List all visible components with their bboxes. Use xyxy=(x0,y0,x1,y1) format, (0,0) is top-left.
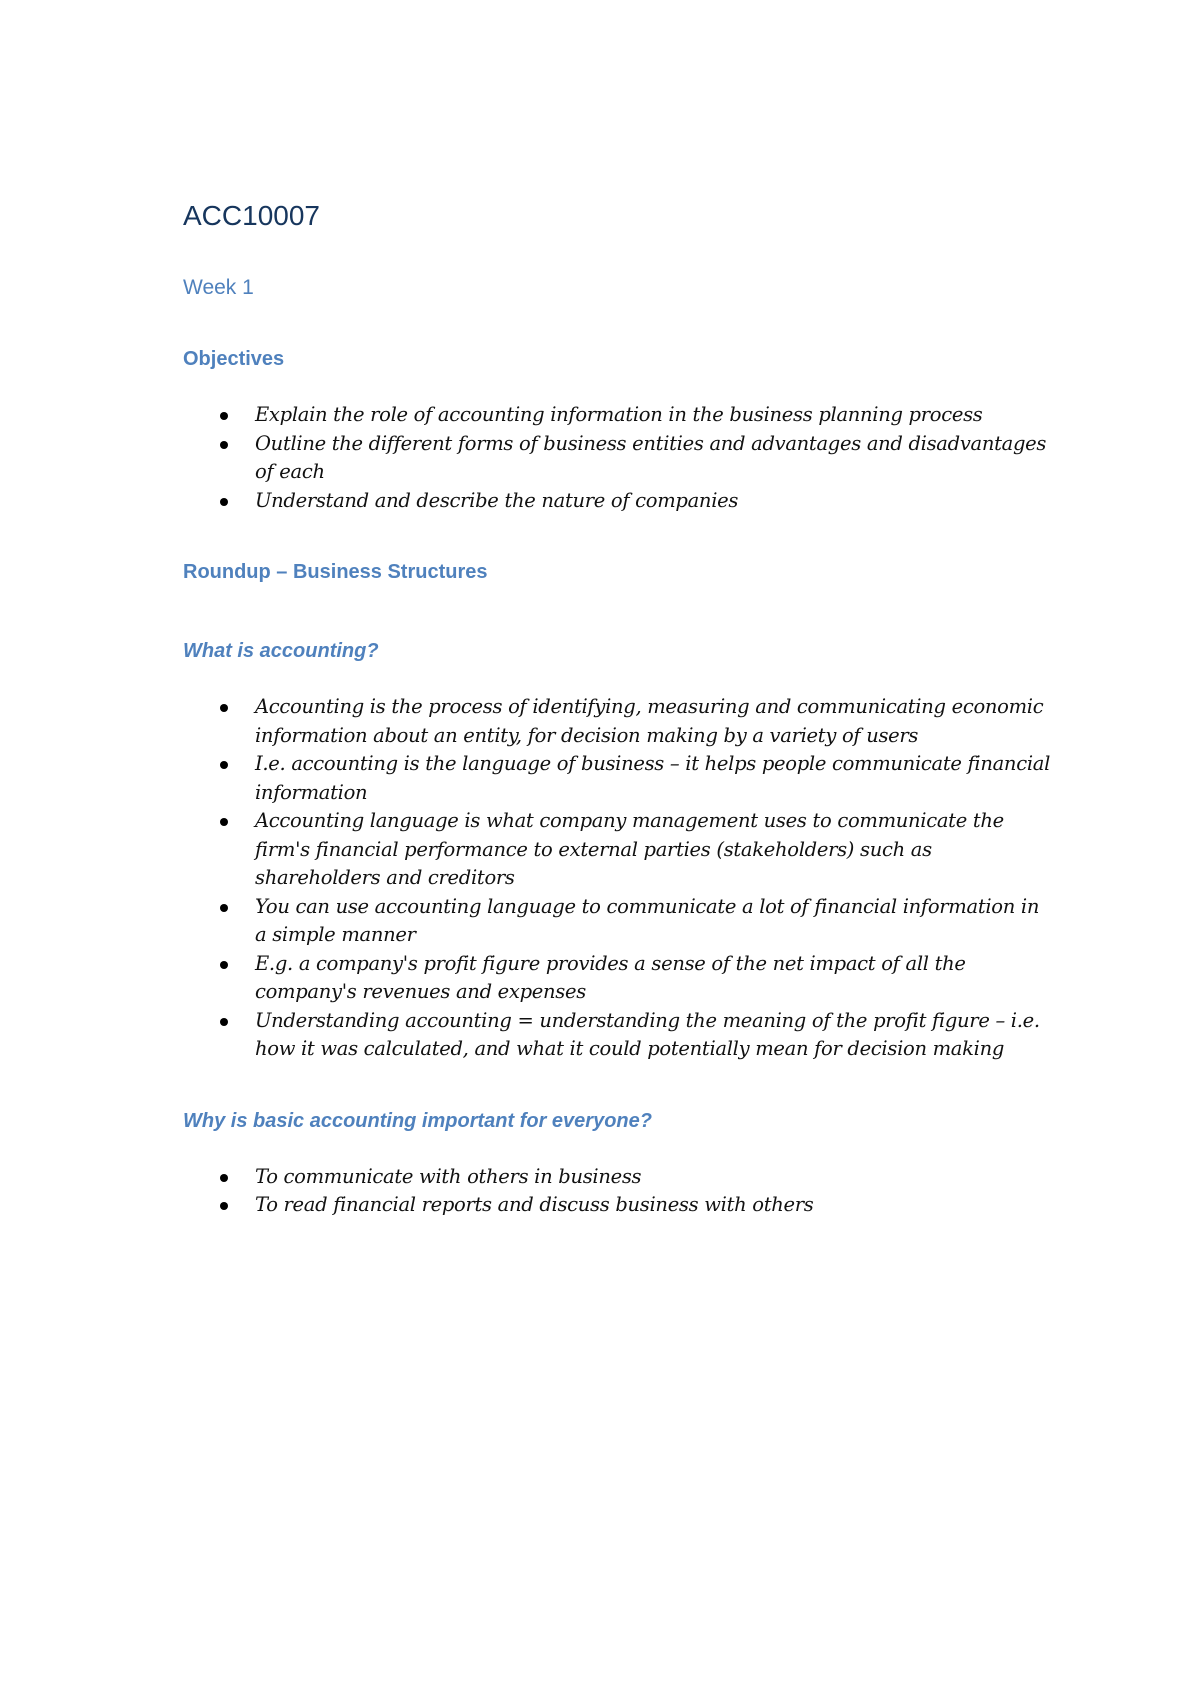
bullet-icon xyxy=(220,1018,228,1026)
list-item xyxy=(183,807,1053,893)
list-item-text: Outline the different forms of business entities and advantages and disadvantages of each xyxy=(255,431,1047,483)
list-item-text: Explain the role of accounting information in the business planning process xyxy=(255,403,983,426)
why-important-list xyxy=(183,1163,1053,1220)
bullet-icon xyxy=(220,498,228,506)
list-item xyxy=(183,950,1053,1007)
bullet-icon xyxy=(220,412,228,420)
objectives-heading: Objectives xyxy=(183,348,285,370)
bullet-icon xyxy=(220,1174,228,1182)
bullet-icon xyxy=(220,904,228,912)
list-item-text: To communicate with others in business xyxy=(255,1164,642,1188)
bullet-icon xyxy=(220,818,228,826)
list-item-text: To read financial reports and discuss business with others xyxy=(255,1193,814,1216)
why-important-heading: Why is basic accounting important for everyone? xyxy=(183,1109,652,1132)
bullet-icon xyxy=(220,441,228,449)
list-item xyxy=(183,1191,1053,1220)
list-item-text: Accounting language is what company management uses to communicate the firm's financial performance to external parties (stakeholders) such as shareholders and creditors xyxy=(255,809,1004,889)
list-item xyxy=(183,1163,1053,1192)
bullet-icon xyxy=(220,1202,228,1210)
what-is-accounting-heading: What is accounting? xyxy=(183,640,379,662)
list-item xyxy=(183,401,1053,430)
objectives-list xyxy=(183,401,1053,515)
list-item-text: Understanding accounting = understanding the meaning of the profit figure – i.e. how it was calculated, and what it could potentially mean for decision making xyxy=(255,1008,1040,1060)
document-title: ACC10007 xyxy=(183,200,320,231)
week-heading: Week 1 xyxy=(183,276,254,299)
list-item xyxy=(183,1007,1053,1064)
bullet-icon xyxy=(220,704,228,712)
list-item-text: You can use accounting language to communicate a lot of financial information in a simple manner xyxy=(255,894,1040,946)
list-item-text: I.e. accounting is the language of business – it helps people communicate financial information xyxy=(255,752,1051,804)
list-item-text: Understand and describe the nature of companies xyxy=(255,488,739,512)
list-item xyxy=(183,430,1053,487)
list-item-text: Accounting is the process of identifying, measuring and communicating economic information about an entity, for decision making by a variety of users xyxy=(255,695,1044,747)
bullet-icon xyxy=(220,961,228,969)
list-item xyxy=(183,487,1053,516)
document-content xyxy=(183,198,1053,1220)
list-item xyxy=(183,893,1053,950)
bullet-icon xyxy=(220,761,228,769)
list-item-text: E.g. a company's profit figure provides a sense of the net impact of all the company's revenues and expenses xyxy=(255,951,966,1003)
list-item xyxy=(183,693,1053,750)
list-item xyxy=(183,750,1053,807)
roundup-heading: Roundup – Business Structures xyxy=(183,561,488,583)
what-is-accounting-list xyxy=(183,693,1053,1064)
